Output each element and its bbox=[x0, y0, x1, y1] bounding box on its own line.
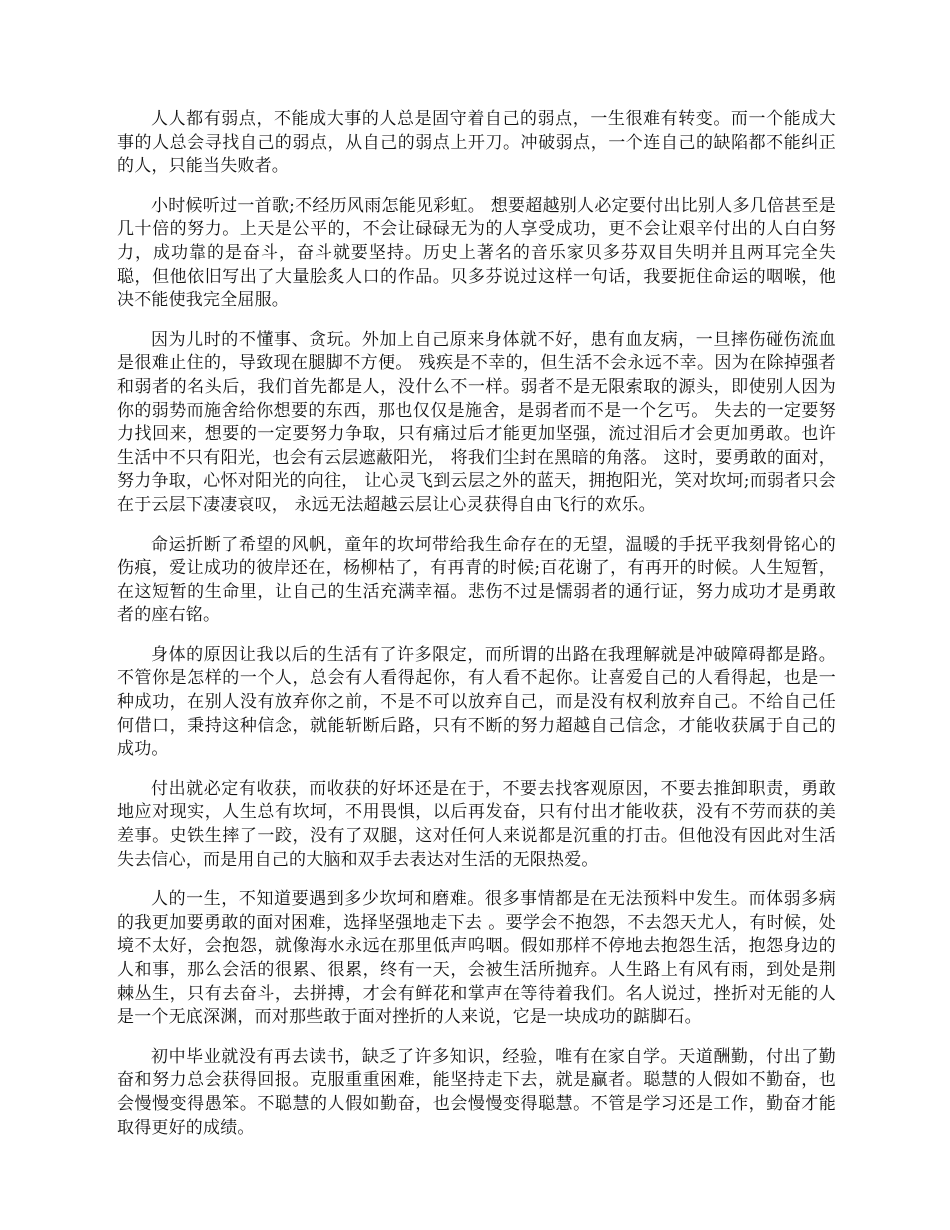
paragraph-7: 人的一生，不知道要遇到多少坎坷和磨难。很多事情都是在无法预料中发生。而体弱多病的我更加要勇敢的面对困难，选择坚强地走下去 。要学会不抱怨，不去怨天尤人，有时候，处境不太好，会抱怨，就像海水永远在那里低声呜咽。假如那样不停地去抱怨生活，抱怨身边的人和事，那么会活的很累、很累，终有一天，会被生活所抛弃。人生路上有风有雨，到处是荆棘丛生，只有去奋斗，去拼搏，才会有鲜花和掌声在等待着我们。名人说过，挫折对无能的人是一个无底深渊，而对那些敢于面对挫折的人来说，它是一块成功的踮脚石。 bbox=[117, 889, 836, 1028]
paragraph-6: 付出就必定有收获，而收获的好坏还是在于，不要去找客观原因，不要去推卸职责，勇敢地应对现实，人生总有坎坷，不用畏惧，以后再发奋，只有付出才能收获，没有不劳而获的美差事。史铁生摔了一跤，没有了双腿，这对任何人来说都是沉重的打击。但他没有因此对生活失去信心，而是用自己的大脑和双手去表达对生活的无限热爱。 bbox=[117, 778, 836, 870]
paragraph-3: 因为儿时的不懂事、贪玩。外加上自己原来身体就不好，患有血友病，一旦摔伤碰伤流血是很难止住的，导致现在腿脚不方便。 残疾是不幸的，但生活不会永远不幸。因为在除掉强者和弱者的名头后，我们首先都是人，没什么不一样。弱者不是无限索取的源头，即使别人因为你的弱势而施舍给你想要的东西，那也仅仅是施舍，是弱者而不是一个乞丐。 失去的一定要努力找回来，想要的一定要努力争取，只有痛过后才能更加坚强，流过泪后才会更加勇敢。也许生活中不只有阳光，也会有云层遮蔽阳光， 将我们尘封在黑暗的角落。 这时，要勇敢的面对， 努力争取，心怀对阳光的向往， 让心灵飞到云层之外的蓝天，拥抱阳光，笑对坎坷;而弱者只会在于云层下凄凄哀叹， 永远无法超越云层让心灵获得自由飞行的欢乐。 bbox=[117, 329, 836, 515]
paragraph-8: 初中毕业就没有再去读书，缺乏了许多知识，经验，唯有在家自学。天道酬勤，付出了勤奋和努力总会获得回报。克服重重困难，能坚持走下去，就是赢者。聪慧的人假如不勤奋，也会慢慢变得愚笨。不聪慧的人假如勤奋，也会慢慢变得聪慧。不管是学习还是工作，勤奋才能取得更好的成绩。 bbox=[117, 1046, 836, 1138]
paragraph-4: 命运折断了希望的风帆，童年的坎坷带给我生命存在的无望，温暖的手抚平我刻骨铭心的伤痕，爱让成功的彼岸还在，杨柳枯了，有再青的时候;百花谢了，有再开的时候。人生短暂，在这短暂的生命里，让自己的生活充满幸福。悲伤不过是懦弱者的通行证，努力成功才是勇敢者的座右铭。 bbox=[117, 534, 836, 626]
paragraph-1: 人人都有弱点，不能成大事的人总是固守着自己的弱点，一生很难有转变。而一个能成大事的人总会寻找自己的弱点，从自己的弱点上开刀。冲破弱点，一个连自己的缺陷都不能纠正的人，只能当失败者。 bbox=[117, 109, 836, 177]
paragraph-5: 身体的原因让我以后的生活有了许多限定，而所谓的出路在我理解就是冲破障碍都是路。不管你是怎样的一个人，总会有人看得起你，有人看不起你。让喜爱自己的人看得起，也是一种成功，在别人没有放弃你之前，不是不可以放弃自己，而是没有权利放弃自己。不给自己任何借口，秉持这种信念，就能斩断后路，只有不断的努力超越自己信念，才能收获属于自己的成功。 bbox=[117, 644, 836, 760]
paragraph-2: 小时候听过一首歌;不经历风雨怎能见彩虹。 想要超越别人必定要付出比别人多几倍甚至是几十倍的努力。上天是公平的，不会让碌碌无为的人享受成功，更不会让艰辛付出的人白白努力，成功靠的是奋斗，奋斗就要坚持。历史上著名的音乐家贝多芬双目失明并且两耳完全失聪，但他依旧写出了大量脍炙人口的作品。贝多芬说过这样一句话，我要扼住命运的咽喉，他决不能使我完全屈服。 bbox=[117, 195, 836, 311]
